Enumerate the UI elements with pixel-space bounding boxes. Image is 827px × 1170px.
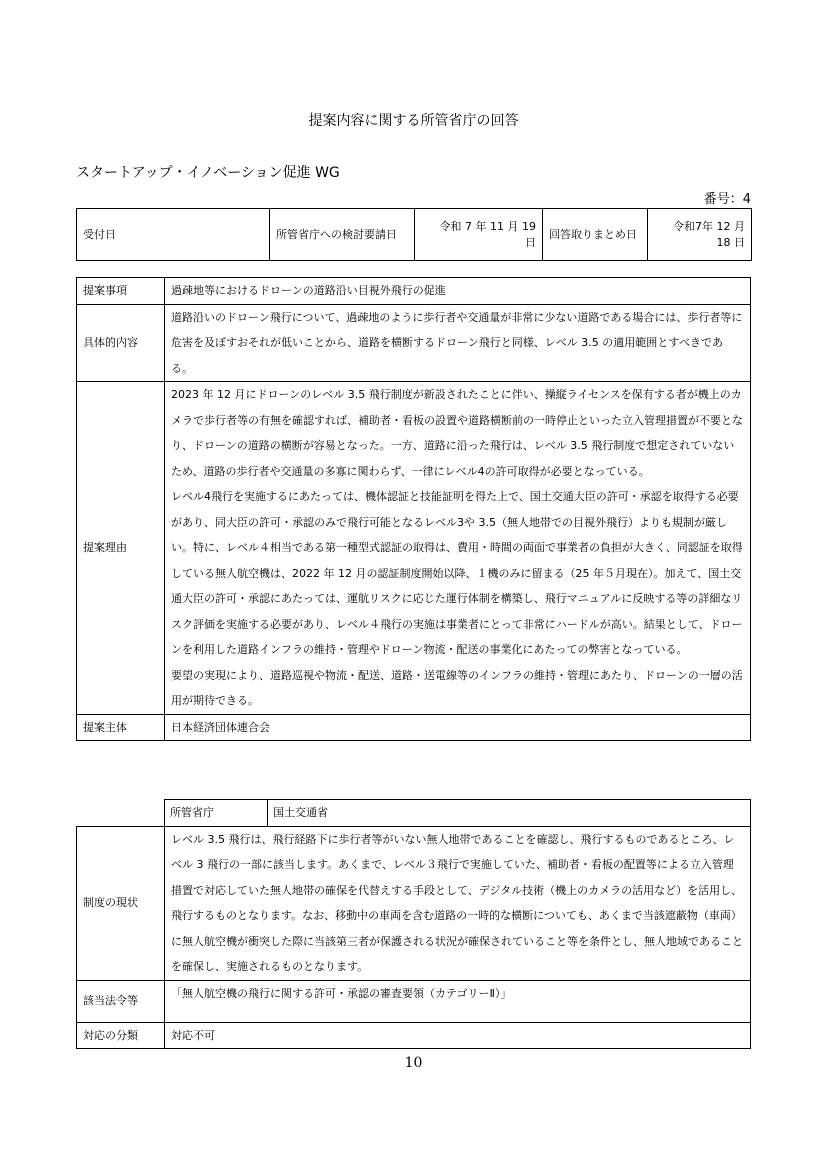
proposal-table (76, 277, 751, 741)
proposal-item-label: 提案事項 (77, 278, 165, 305)
request-date-label: 所管省庁への検討要請日 (270, 209, 415, 261)
status-value: レベル 3.5 飛行は、飛行経路下に歩行者等がいない無人地帯であることを確認し、飛行するものであるところ、レベル 3 飛行の一部に該当します。あくまで、レベル３飛行で実施していた、補助者・看板の配置等による立入管理措置で対応していた無人地帯の確保を代替えする手段として、デジタル技術（機上のカメラの活用など）を活用し、飛行するものとなります。なお、移動中の車両を含む道路の一時的な横断についても、あくまで当該遮蔽物（車両）に無人航空機が衝突した際に当該第三者が保護される状況が確保されていること等を条件とし、無人地域であることを確保し、実施されるものとなります。 (165, 826, 751, 980)
status-label: 制度の現状 (77, 826, 165, 980)
page-number: 10 (404, 1055, 423, 1071)
request-date-line2: 日 (525, 235, 536, 249)
answer-date-label: 回答取りまとめ日 (543, 209, 648, 261)
page-title: 提案内容に関する所管省庁の回答 (308, 113, 519, 129)
reason-paragraph: レベル4飛行を実施するにあたっては、機体認証と技能証明を得た上で、国土交通大臣の許可・承認を取得する必要があり、同大臣の許可・承認のみで飛行可能となるレベル3や 3.5（無人地帯での目視外飛行）よりも規制が厳しい。特に、レベル４相当である第一種型式認証の取得は、費用・時間の両面で事業者の負担が大きく、同認証を取得している無人航空機は、2022 年 12 月の認証制度開始以降、１機のみに留まる（25 年５月現在）。加えて、国土交通大臣の許可・承認にあたっては、運航リスクに応じた運行体制を構築し、飛行マニュアルに反映する等の詳細なリスク評価を実施する必要があり、レベル４飛行の実施は事業者にとって非常にハードルが高い。結果として、ドローンを利用した道路インフラの維持・管理やドローン物流・配送の事業化にあたっての弊害となっている。 (171, 490, 743, 656)
proposal-subject-value: 日本経済団体連合会 (165, 714, 751, 741)
received-date-label: 受付日 (77, 209, 270, 261)
ministry-label: 所管省庁 (165, 800, 268, 827)
blank-cell (77, 800, 165, 827)
classification-value: 対応不可 (165, 1022, 751, 1049)
proposal-reason-label: 提案理由 (77, 382, 165, 715)
table-row (77, 714, 751, 741)
proposal-number: 番号：4 (703, 192, 751, 207)
proposal-content-value: 道路沿いのドローン飛行について、過疎地のように歩行者や交通量が非常に少ない道路である場合には、歩行者等に危害を及ぼすおそれが低いことから、道路を横断するドローン飛行と同様、レベル 3.5 の適用範囲とすべきである。 (165, 304, 751, 382)
ministry-value: 国土交通省 (268, 800, 751, 827)
answer-date-line2: 18 日 (716, 235, 745, 249)
proposal-content-label: 具体的内容 (77, 304, 165, 382)
reason-paragraph: 要望の実現により、道路巡視や物流・配送、道路・送電線等のインフラの維持・管理にあたり、ドローンの一層の活用が期待できる。 (171, 668, 743, 707)
law-label: 該当法令等 (77, 980, 165, 1022)
response-table (76, 799, 751, 1049)
table-row (77, 1022, 751, 1049)
law-value: 「無人航空機の飛行に関する許可・承認の審査要領（カテゴリーⅡ）」 (165, 980, 751, 1022)
table-row (77, 980, 751, 1022)
answer-date-line1: 令和7年 12 月 (673, 219, 745, 233)
classification-label: 対応の分類 (77, 1022, 165, 1049)
proposal-item-value: 過疎地等におけるドローンの道路沿い目視外飛行の促進 (165, 278, 751, 305)
table-row (77, 382, 751, 715)
dates-table (76, 208, 752, 261)
table-row (77, 826, 751, 980)
working-group-name: スタートアップ・イノベーション促進 WG (76, 165, 340, 181)
reason-paragraph: 2023 年 12 月にドローンのレベル 3.5 飛行制度が新設されたことに伴い、操縦ライセンスを保有する者が機上のカメラで歩行者等の有無を確認すれば、補助者・看板の設置や道路横断前の一時停止といった立入管理措置が不要となり、ドローンの道路の横断が容易となった。一方、道路に沿った飛行は、レベル 3.5 飛行制度で想定されていないため、道路の歩行者や交通量の多寡に関わらず、一律にレベル4の許可取得が必要となっている。 (171, 388, 743, 478)
table-row (77, 800, 751, 827)
table-row (77, 304, 751, 382)
proposal-reason-value (165, 382, 751, 715)
answer-date-value (648, 209, 752, 261)
proposal-subject-label: 提案主体 (77, 714, 165, 741)
table-row (77, 278, 751, 305)
request-date-value (415, 209, 543, 261)
request-date-line1: 令和 7 年 11 月 19 (439, 219, 536, 233)
